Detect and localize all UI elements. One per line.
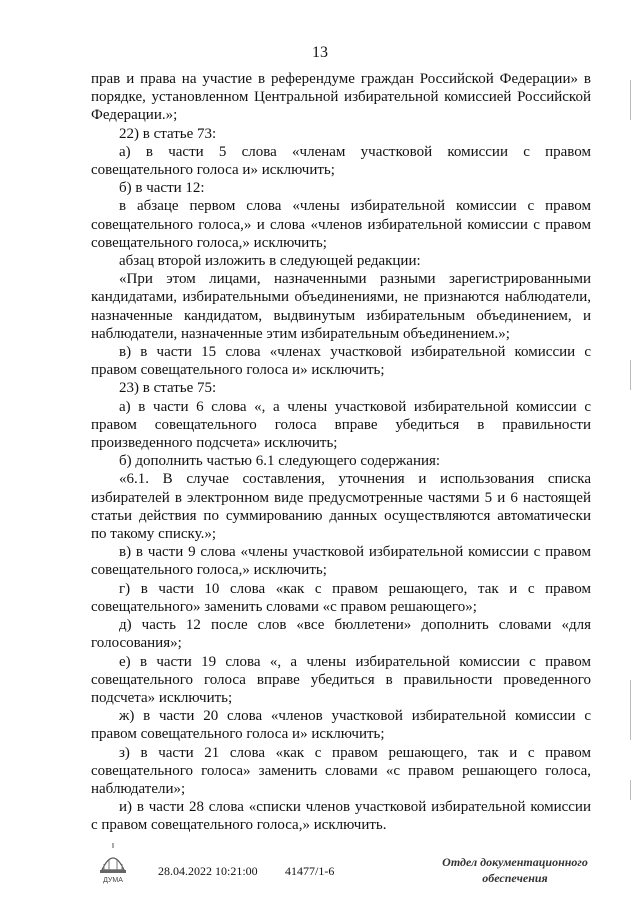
footer-doc-number: 41477/1-6	[285, 864, 335, 878]
paragraph: б) дополнить частью 6.1 следующего содержания:	[119, 453, 441, 470]
paragraph: ж) в части 20 слова «членов участковой избирательной комиссии с правом совещательного голоса и» исключить;	[91, 708, 591, 743]
page-number: 13	[312, 44, 328, 61]
paragraph: а) в части 6 слова «, а члены участковой избирательной комиссии с правом совещательного голоса вправе убедиться в правильности произведенного подсчета» исключить;	[91, 398, 591, 452]
paragraph: 22) в статье 73:	[119, 125, 217, 142]
document-body	[91, 70, 591, 835]
paragraph: «6.1. В случае составления, уточнения и использования списка избирателей в электронном виде предусмотренные частями 5 и 6 настоящей статьи действия по суммированию данных осуществляются автоматически по такому списку.»;	[91, 471, 591, 543]
paragraph: и) в части 28 слова «списки членов участковой избирательной комиссии с правом совещательного голоса,» исключить.	[91, 799, 591, 834]
paragraph: е) в части 19 слова «, а члены избирательной комиссии с правом совещательного голоса вправе убедиться в правильности проведенного подсчета» исключить;	[91, 653, 591, 706]
scan-margin-marks	[628, 60, 634, 820]
paragraph: в) в части 9 слова «члены участковой избирательной комиссии с правом совещательного голоса,» исключить;	[91, 544, 591, 579]
footer-department	[430, 854, 600, 886]
paragraph: г) в части 10 слова «как с правом решающего, так и с правом совещательного» заменить словами «с правом решающего»;	[91, 580, 591, 615]
logo-text: ДУМА	[103, 877, 123, 884]
paragraph: а) в части 5 слова «членам участковой комиссии с правом совещательного голоса и» исключить;	[91, 143, 591, 179]
paragraph: прав и права на участие в референдуме граждан Российской Федерации» в порядке, установленном Центральной избирательной комиссией Российской Федерации.»;	[91, 71, 591, 124]
footer-dept-line2: обеспечения	[482, 871, 548, 885]
paragraph: з) в части 21 слова «как с правом решающего, так и с правом совещательного голоса» заменить словами «с правом решающего голоса, наблюдатели»;	[91, 744, 591, 797]
footer-date: 28.04.2022 10:21:00	[158, 864, 258, 878]
paragraph: 23) в статье 75:	[119, 380, 217, 397]
paragraph: «При этом лицами, назначенными разными зарегистрированными кандидатами, избирательными объединениями, не признаются наблюдатели, назначенные кандидатом, выдвинутым избирательным объединением, и наблюдатели, назначенные этим избирательным объединением.»;	[91, 271, 591, 342]
paragraph: в) в части 15 слова «членах участковой избирательной комиссии с правом совещательного голоса и» исключить;	[91, 344, 591, 379]
paragraph: абзац второй изложить в следующей редакции:	[119, 253, 421, 270]
footer-dept-line1: Отдел документационного	[442, 855, 588, 869]
duma-logo-icon	[96, 840, 130, 884]
paragraph: д) часть 12 после слов «все бюллетени» дополнить словами «для голосования»;	[91, 617, 591, 652]
paragraph: б) в части 12:	[119, 180, 205, 197]
paragraph: в абзаце первом слова «члены избирательной комиссии с правом совещательного голоса,» и слова «членов избирательной комиссии с правом совещательного голоса,» исключить;	[91, 198, 591, 251]
